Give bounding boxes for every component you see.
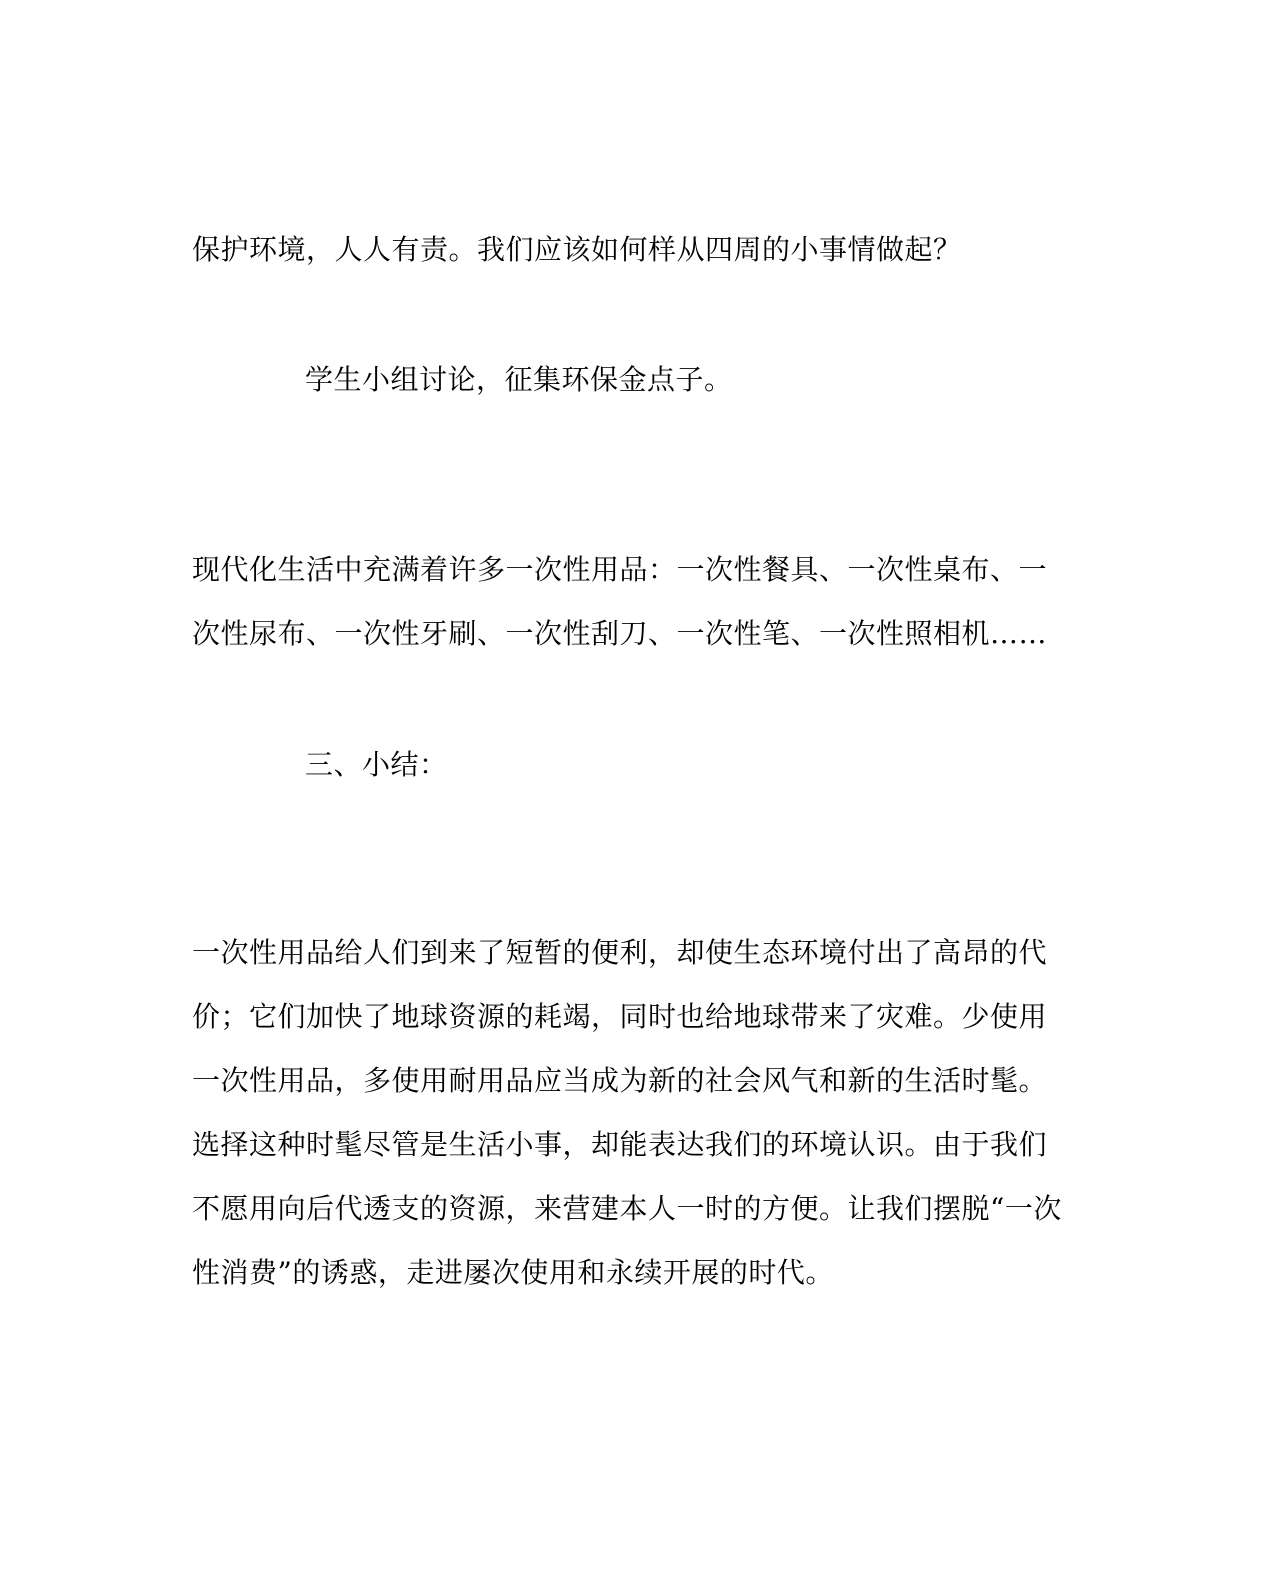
examples-paragraph-line: 次性尿布、一次性牙刷、一次性刮刀、一次性笔、一次性照相机…… xyxy=(192,617,1048,650)
summary-paragraph-line: 不愿用向后代透支的资源，来营建本人一时的方便。让我们摆脱“一次 xyxy=(192,1192,1062,1225)
summary-paragraph-line: 一次性用品，多使用耐用品应当成为新的社会风气和新的生活时髦。 xyxy=(192,1064,1048,1097)
summary-paragraph-line: 价；它们加快了地球资源的耗竭，同时也给地球带来了灾难。少使用 xyxy=(192,1000,1048,1033)
question-text: 保护环境，人人有责。我们应该如何样从四周的小事情做起？ xyxy=(192,233,962,266)
summary-paragraph-line: 一次性用品给人们到来了短暂的便利，却使生态环境付出了高昂的代 xyxy=(192,936,1048,969)
summary-heading: 三、小结： xyxy=(305,748,448,781)
examples-paragraph-line: 现代化生活中充满着许多一次性用品：一次性餐具、一次性桌布、一 xyxy=(192,553,1048,586)
activity-text: 学生小组讨论，征集环保金点子。 xyxy=(305,363,733,396)
summary-paragraph-line: 选择这种时髦尽管是生活小事，却能表达我们的环境认识。由于我们 xyxy=(192,1128,1048,1161)
summary-paragraph-line: 性消费”的诱惑，走进屡次使用和永续开展的时代。 xyxy=(192,1256,834,1289)
